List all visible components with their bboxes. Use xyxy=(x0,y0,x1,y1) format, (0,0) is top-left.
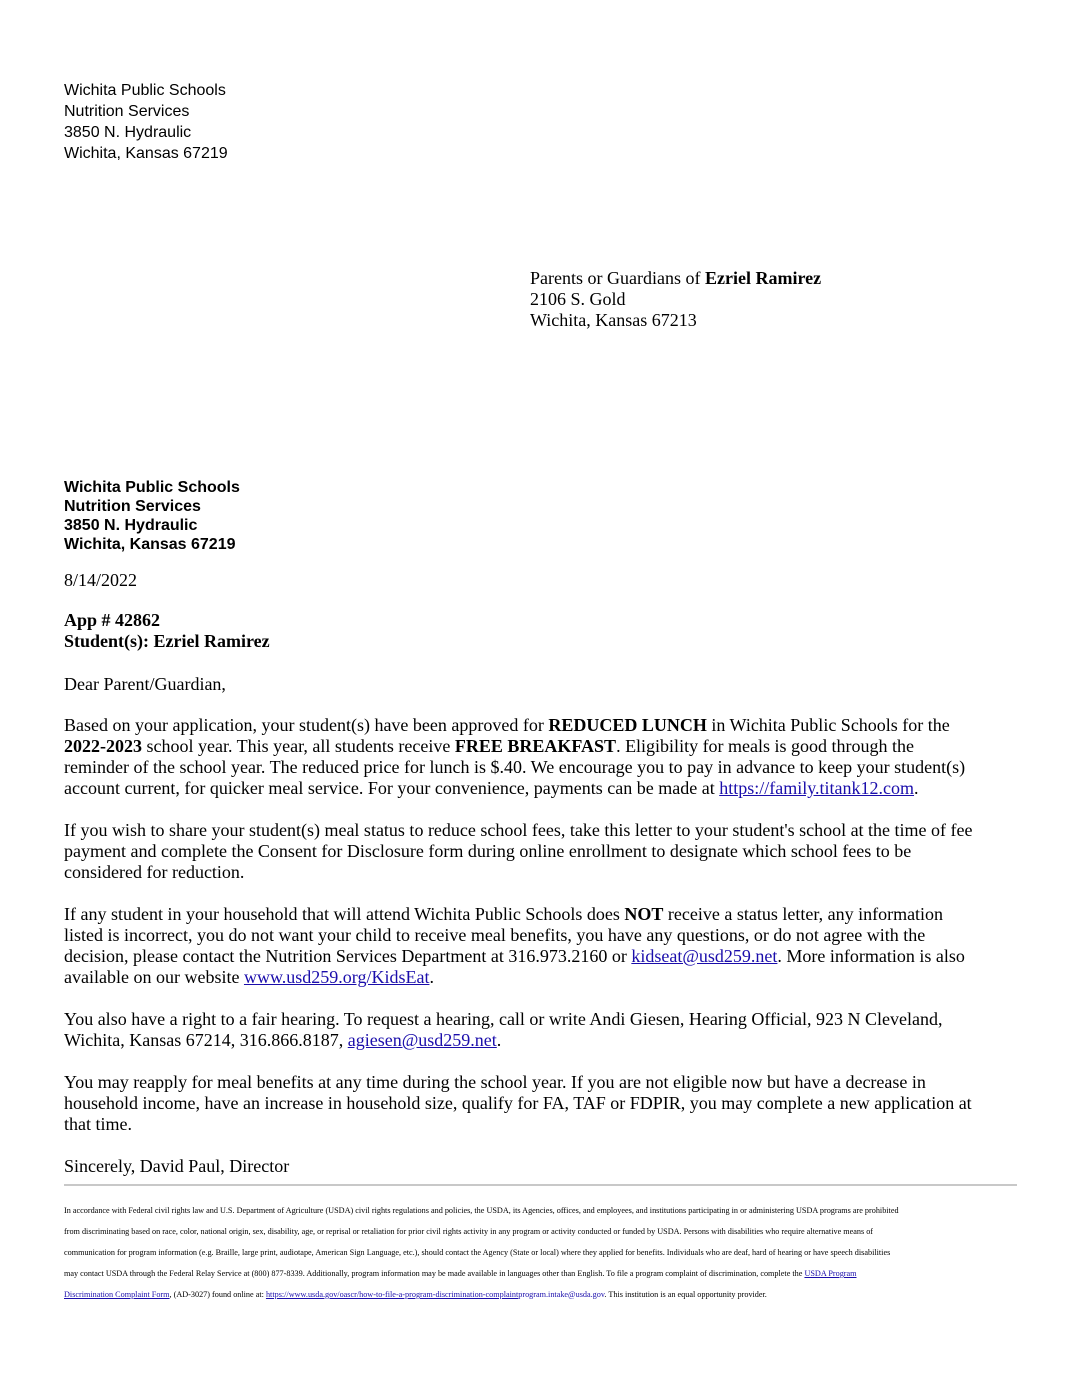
payment-link[interactable]: https://family.titank12.com xyxy=(719,778,915,798)
text-span: . This institution is an equal opportunity provider. xyxy=(604,1290,767,1299)
text-span: . xyxy=(496,1030,502,1050)
website-link[interactable]: www.usd259.org/KidsEat xyxy=(243,967,430,987)
application-info xyxy=(64,610,270,652)
sender-address-line: Nutrition Services xyxy=(64,498,201,515)
recipient-street: 2106 S. Gold xyxy=(530,289,626,309)
salutation: Dear Parent/Guardian, xyxy=(64,674,226,694)
footer-line: from discriminating based on race, color, national origin, sex, disability, age, or reprisal or retaliation for prior civil rights activity in any program or activity conducted or funded by USDA. Persons with disabilities who require alternative means of xyxy=(64,1227,874,1236)
text-span: Based on your application, your student(s) have been approved for xyxy=(64,715,549,735)
text-line: considered for reduction. xyxy=(64,862,245,882)
return-address-line: Nutrition Services xyxy=(64,103,190,120)
text-line xyxy=(64,778,1019,799)
meal-status: REDUCED LUNCH xyxy=(548,715,707,735)
sender-address-line: 3850 N. Hydraulic xyxy=(64,517,198,534)
text-span: school year. This year, all students receive xyxy=(142,736,455,756)
text-line: payment and complete the Consent for Disclosure form during online enrollment to designate which school fees to be xyxy=(64,841,912,861)
school-year: 2022-2023 xyxy=(64,736,142,756)
usda-complaint-url-link[interactable]: https://www.usda.gov/oascr/how-to-file-a-program-discrimination-complaint xyxy=(265,1290,519,1299)
text-span: . xyxy=(914,778,919,798)
emphasis-not: NOT xyxy=(624,904,664,924)
reapply-paragraph xyxy=(64,1072,1019,1135)
text-line: You may reapply for meal benefits at any time during the school year. If you are not eligible now but have a decrease in xyxy=(64,1072,926,1092)
student-names: Student(s): Ezriel Ramirez xyxy=(64,631,270,651)
closing-signature: Sincerely, David Paul, Director xyxy=(64,1156,290,1176)
footer-line xyxy=(64,1263,1019,1284)
text-span: . More information is also xyxy=(777,946,965,966)
text-line xyxy=(64,1030,1019,1051)
text-line: If you wish to share your student(s) meal status to reduce school fees, take this letter to your student's school at the time of fee xyxy=(64,820,973,840)
recipient-name-line xyxy=(530,268,821,289)
text-span: receive a status letter, any information xyxy=(663,904,944,924)
text-line: listed is incorrect, you do not want your child to receive meal benefits, you have any questions, or do not agree with the xyxy=(64,925,926,945)
hearing-email-link[interactable]: agiesen@usd259.net xyxy=(347,1030,497,1050)
complaint-form-link-cont[interactable]: Discrimination Complaint Form xyxy=(64,1290,170,1299)
text-line: household income, have an increase in household size, qualify for FA, TAF or FDPIR, you may complete a new application at xyxy=(64,1093,972,1113)
approval-paragraph xyxy=(64,715,1019,799)
sender-address-line: Wichita, Kansas 67219 xyxy=(64,536,236,553)
recipient-city: Wichita, Kansas 67213 xyxy=(530,310,697,330)
contact-paragraph xyxy=(64,904,1019,988)
text-span: in Wichita Public Schools for the xyxy=(706,715,950,735)
complaint-form-link[interactable]: USDA Program xyxy=(804,1269,857,1278)
free-breakfast: FREE BREAKFAST xyxy=(454,736,617,756)
letter-date: 8/14/2022 xyxy=(64,570,138,590)
text-span: may contact USDA through the Federal Relay Service at (800) 877-8339. Additionally, program information may be made available in languages other than English. To file a program complaint of discrimination, complete the xyxy=(64,1269,805,1278)
text-line xyxy=(64,904,1019,925)
text-line xyxy=(64,967,1019,988)
text-span: account current, for quicker meal service. For your convenience, payments can be made at xyxy=(64,778,720,798)
text-span: decision, please contact the Nutrition Services Department at 316.973.2160 or xyxy=(64,946,632,966)
return-address-line: 3850 N. Hydraulic xyxy=(64,124,192,141)
return-address-line: Wichita, Kansas 67219 xyxy=(64,145,228,162)
text-line xyxy=(64,715,1019,736)
text-span: . Eligibility for meals is good through the xyxy=(616,736,915,756)
text-span: If any student in your household that will attend Wichita Public Schools does xyxy=(64,904,625,924)
nondiscrimination-statement xyxy=(64,1200,1019,1305)
sender-address xyxy=(64,478,240,554)
footer-line xyxy=(64,1284,1019,1305)
recipient-address xyxy=(530,268,821,331)
kidseat-email-link[interactable]: kidseat@usd259.net xyxy=(631,946,778,966)
fee-reduction-paragraph xyxy=(64,820,1019,883)
text-span: Wichita, Kansas 67214, 316.866.8187, xyxy=(64,1030,348,1050)
recipient-prefix: Parents or Guardians of xyxy=(530,268,705,288)
application-number: App # 42862 xyxy=(64,610,161,630)
text-span: available on our website xyxy=(64,967,244,987)
sender-address-line: Wichita Public Schools xyxy=(64,479,240,496)
text-line xyxy=(64,946,1019,967)
recipient-name: Ezriel Ramirez xyxy=(704,268,822,288)
text-line: reminder of the school year. The reduced price for lunch is $.40. We encourage you to pay in advance to keep your student(s) xyxy=(64,757,966,777)
footer-divider xyxy=(64,1184,1017,1186)
text-line: You also have a right to a fair hearing. To request a hearing, call or write Andi Giesen, Hearing Official, 923 N Cleveland, xyxy=(64,1009,943,1029)
footer-line: In accordance with Federal civil rights law and U.S. Department of Agriculture (USDA) civil rights regulations and policies, the USDA, its Agencies, offices, and employees, and institutions participating in or administering USDA programs are prohibited xyxy=(64,1206,899,1215)
footer-line: communication for program information (e.g. Braille, large print, audiotape, American Sign Language, etc.), should contact the Agency (State or local) where they applied for benefits. Individuals who are deaf, hard of hearing or have speech disabilities xyxy=(64,1248,891,1257)
return-address-line: Wichita Public Schools xyxy=(64,82,226,99)
text-span: . xyxy=(429,967,434,987)
text-line xyxy=(64,736,1019,757)
text-span: , (AD-3027) found online at: xyxy=(169,1290,266,1299)
usda-intake-email[interactable]: program.intake@usda.gov xyxy=(518,1290,605,1299)
return-address xyxy=(64,80,228,164)
hearing-paragraph xyxy=(64,1009,1019,1051)
text-line: that time. xyxy=(64,1114,132,1134)
